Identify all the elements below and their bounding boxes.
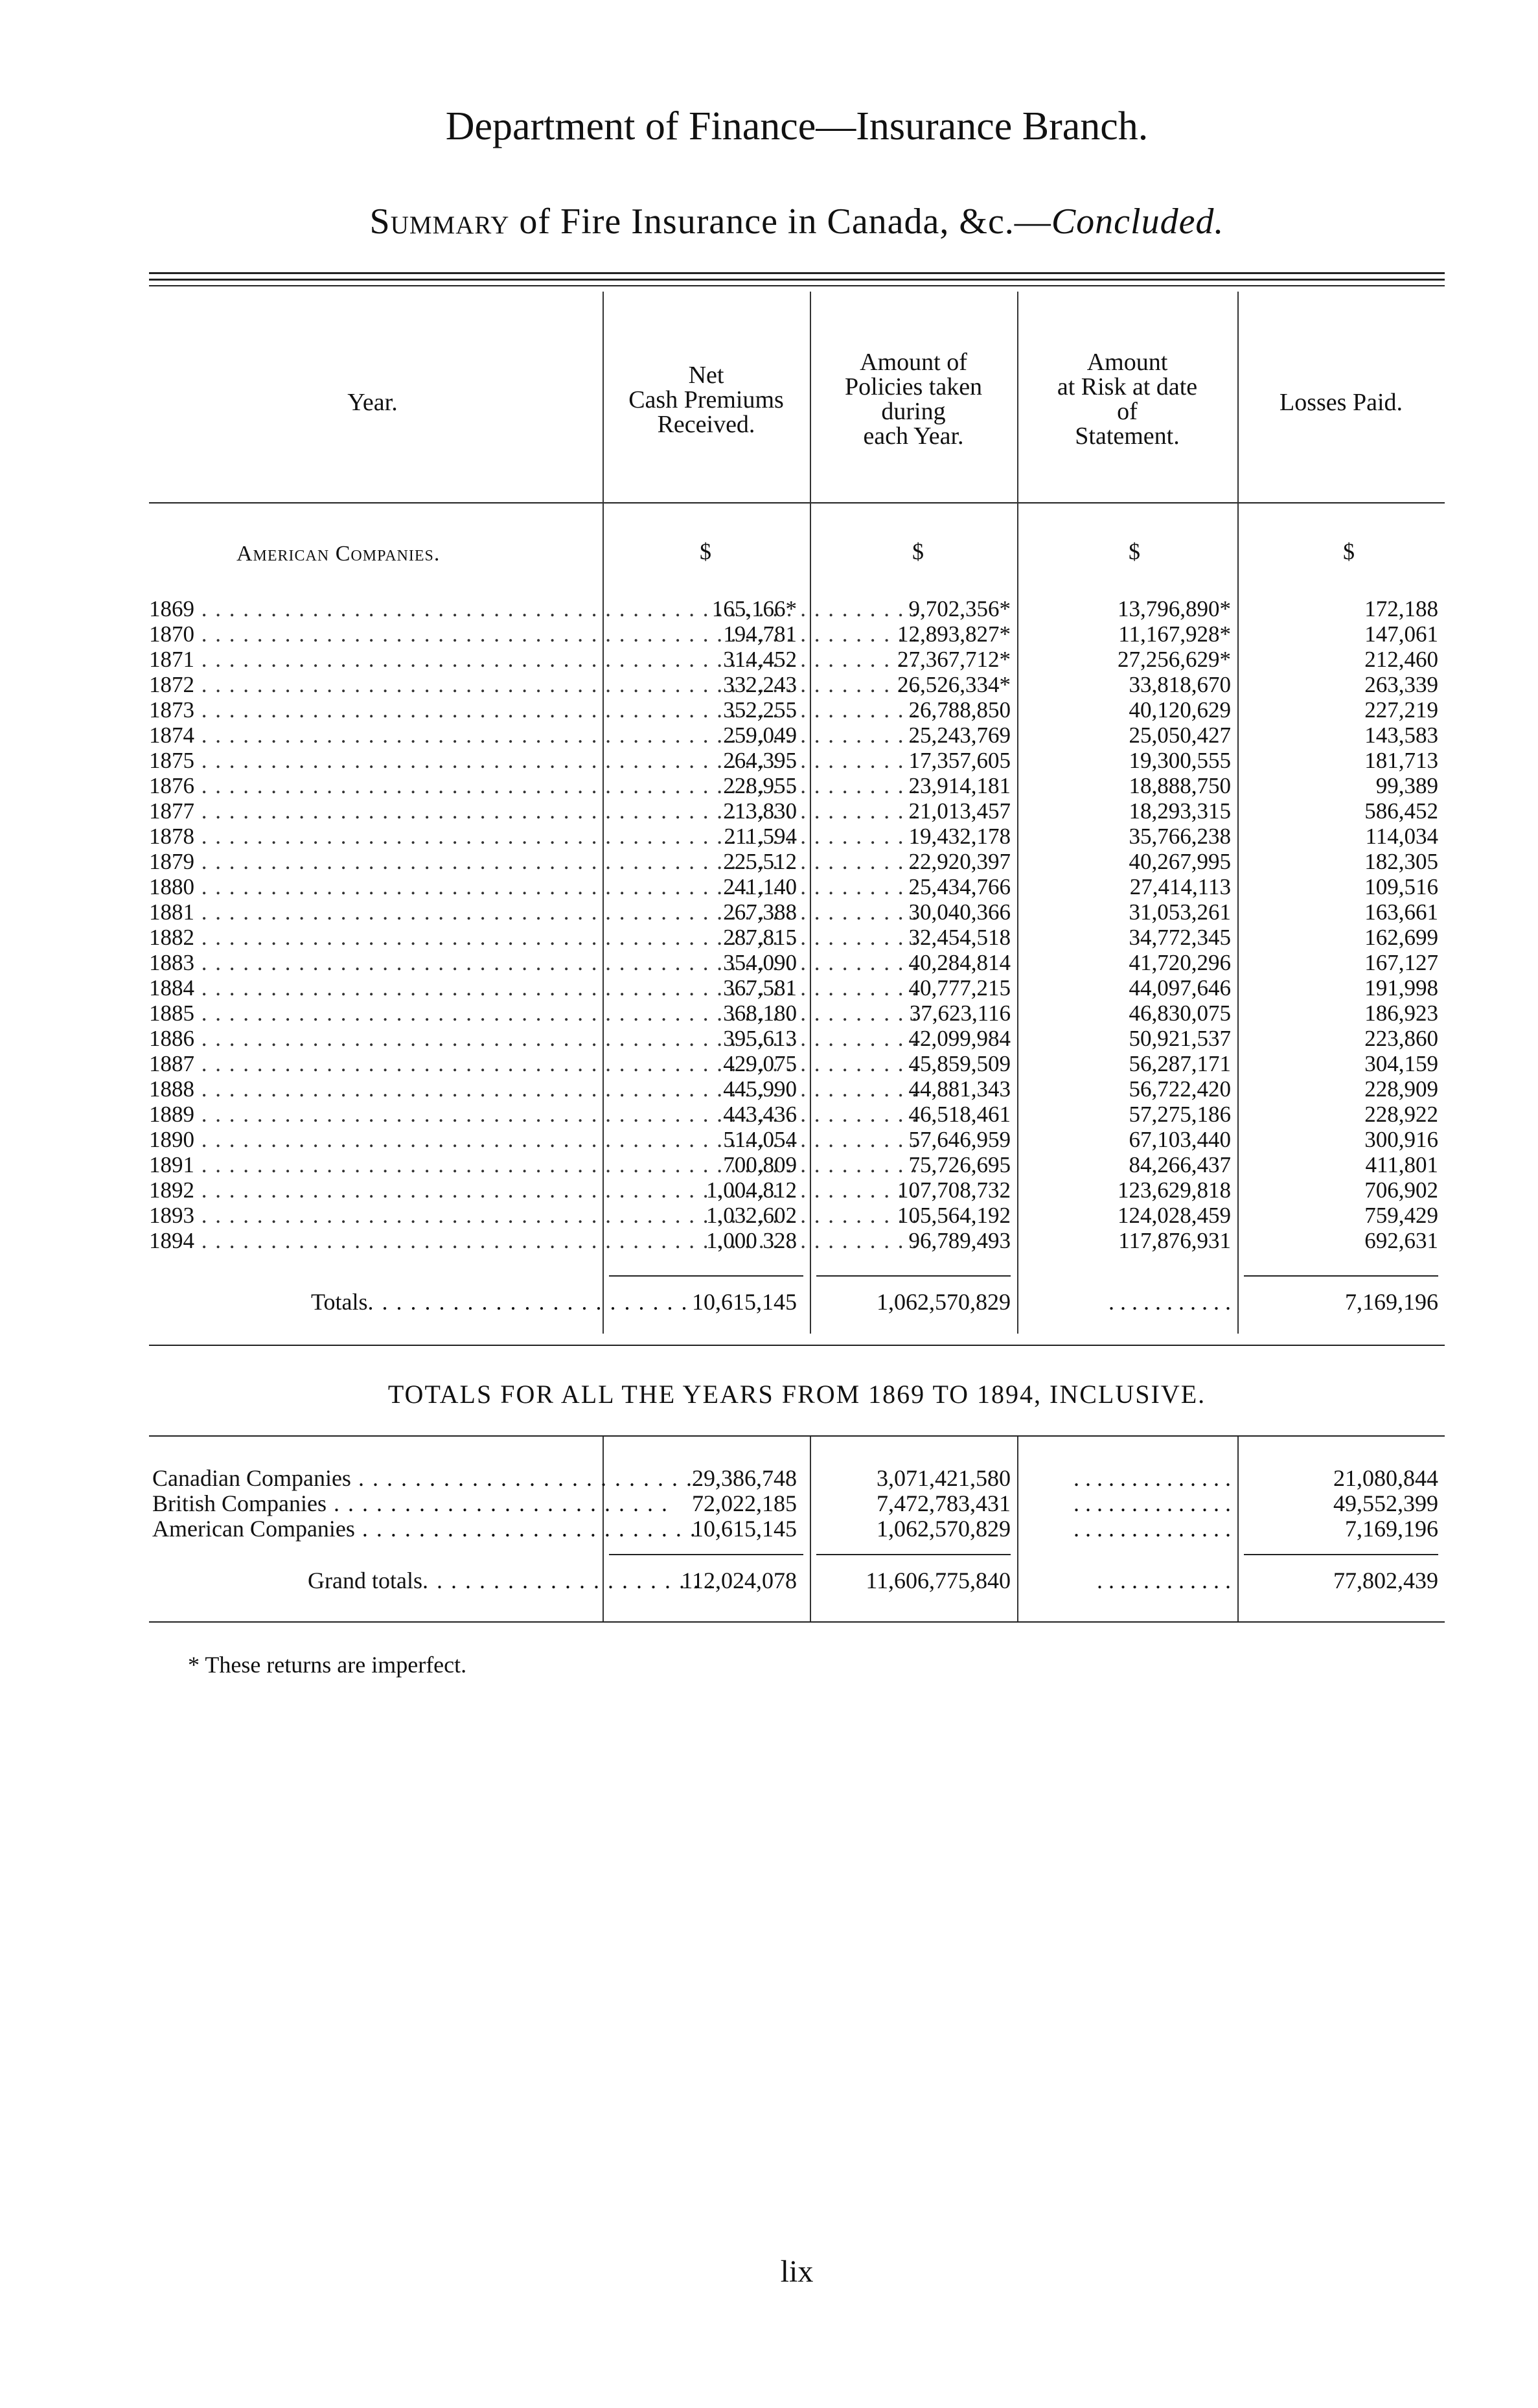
row-risk: 123,629,818 [1118, 1177, 1231, 1203]
row-policies: 9,702,356* [908, 596, 1011, 621]
row-risk: 31,053,261 [1129, 899, 1231, 925]
row-policies: 32,454,518 [908, 925, 1011, 950]
currency-sign: $ [1343, 538, 1355, 564]
header-policies-line: each Year. [863, 423, 964, 450]
table-row [149, 773, 1445, 798]
row-policies: 21,013,457 [908, 798, 1011, 824]
row-risk: 124,028,459 [1118, 1203, 1231, 1228]
section-rule [149, 1345, 1445, 1346]
grand-rule [816, 1554, 1011, 1555]
row-premiums: 241,140 [723, 874, 797, 899]
totals-rule [816, 1275, 1011, 1277]
row-losses: 172,188 [1364, 596, 1438, 621]
row-premiums: 225,512 [723, 849, 797, 874]
header-premiums-line: Net [688, 362, 724, 389]
company-policies: 1,062,570,829 [877, 1516, 1011, 1542]
totals-premiums: 10,615,145 [692, 1289, 797, 1315]
totals-label [311, 1289, 689, 1315]
row-losses: 143,583 [1364, 723, 1438, 748]
row-losses: 99,389 [1375, 773, 1438, 798]
row-risk: 117,876,931 [1118, 1228, 1231, 1253]
section-label-american: American Companies. [236, 542, 441, 566]
row-premiums: 443,436 [723, 1102, 797, 1127]
row-year: 1891 . . . [149, 1152, 596, 1177]
table-row [149, 1127, 1445, 1152]
header-losses-label: Losses Paid. [1280, 389, 1403, 416]
table-row [149, 1203, 1445, 1228]
row-losses: 304,159 [1364, 1051, 1438, 1076]
grand-rule [1244, 1554, 1438, 1555]
table-row [149, 899, 1445, 925]
row-risk: 40,267,995 [1129, 849, 1231, 874]
row-risk: 44,097,646 [1129, 975, 1231, 1001]
row-risk: 56,722,420 [1129, 1076, 1231, 1102]
row-year: 1882 . . . [149, 925, 596, 950]
table-row [149, 950, 1445, 975]
row-losses: 167,127 [1364, 950, 1438, 975]
row-risk: 57,275,186 [1129, 1102, 1231, 1127]
row-losses: 186,923 [1364, 1001, 1438, 1026]
company-policies: 3,071,421,580 [877, 1465, 1011, 1491]
row-premiums: 352,255 [723, 697, 797, 723]
table-row [149, 621, 1445, 647]
row-year: 1872 . . . [149, 672, 596, 697]
header-risk-line: at Risk at date [1057, 373, 1198, 400]
row-policies: 96,789,493 [908, 1228, 1011, 1253]
totals-rule [609, 1275, 803, 1277]
row-premiums: 429,075 [723, 1051, 797, 1076]
header-policies-line: Policies taken [844, 373, 983, 400]
row-losses: 163,661 [1364, 899, 1438, 925]
grand-premiums: 112,024,078 [681, 1568, 797, 1593]
table-row [149, 874, 1445, 899]
row-policies: 26,788,850 [908, 697, 1011, 723]
top-rule-2 [149, 279, 1445, 281]
row-premiums: 1,004,812 [706, 1177, 797, 1203]
row-losses: 109,516 [1364, 874, 1438, 899]
grand-risk: . . . . . . . . . . . . [1097, 1568, 1231, 1593]
header-policies [810, 350, 1017, 448]
company-losses: 49,552,399 [1333, 1490, 1438, 1516]
table-row [149, 1177, 1445, 1203]
row-losses: 162,699 [1364, 925, 1438, 950]
row-premiums: 267,388 [723, 899, 797, 925]
row-risk: 56,287,171 [1129, 1051, 1231, 1076]
table-row [149, 1076, 1445, 1102]
row-premiums: 259,049 [723, 723, 797, 748]
row-losses: 212,460 [1364, 647, 1438, 672]
row-losses: 228,909 [1364, 1076, 1438, 1102]
totals-rule [1244, 1275, 1438, 1277]
header-premiums [603, 363, 810, 437]
grand-rule [609, 1554, 803, 1555]
subtitle-text: of Fire Insurance in Canada, &c.— [519, 202, 1051, 242]
row-policies: 45,859,509 [908, 1051, 1011, 1076]
row-policies: 25,243,769 [908, 723, 1011, 748]
company-losses: 21,080,844 [1333, 1465, 1438, 1491]
top-rule-3 [149, 285, 1445, 286]
header-year-label: Year. [347, 389, 398, 416]
row-year: 1876 . . . [149, 773, 596, 798]
row-losses: 706,902 [1364, 1177, 1438, 1203]
company-losses: 7,169,196 [1345, 1516, 1438, 1542]
row-premiums: 314,452 [723, 647, 797, 672]
row-losses: 228,922 [1364, 1102, 1438, 1127]
row-policies: 105,564,192 [897, 1203, 1011, 1228]
header-year [149, 390, 596, 415]
company-premiums: 10,615,145 [692, 1516, 797, 1542]
row-premiums: 194,781 [723, 621, 797, 647]
currency-sign: $ [1129, 538, 1140, 564]
row-risk: 11,167,928* [1118, 621, 1231, 647]
leader-dots: . . . . . . . . . . . . . . . . . . . . . [422, 1568, 715, 1593]
row-premiums: 445,990 [723, 1076, 797, 1102]
header-policies-line: Amount of [860, 349, 967, 376]
row-losses: 227,219 [1364, 697, 1438, 723]
row-risk: 46,830,075 [1129, 1001, 1231, 1026]
grand-losses: 77,802,439 [1333, 1568, 1438, 1593]
table-row [149, 596, 1445, 621]
currency-sign: $ [912, 538, 924, 564]
totals-label-text: Totals [311, 1289, 368, 1315]
row-losses: 223,860 [1364, 1026, 1438, 1051]
page-title: Department of Finance—Insurance Branch. [445, 104, 1149, 148]
row-year: 1884 . . . [149, 975, 596, 1001]
company-label [152, 1465, 693, 1491]
row-risk: 27,414,113 [1129, 874, 1231, 899]
row-losses: 692,631 [1364, 1228, 1438, 1253]
row-policies: 25,434,766 [908, 874, 1011, 899]
row-policies: 17,357,605 [908, 748, 1011, 773]
row-year: 1878 . . . [149, 824, 596, 849]
header-premiums-line: Cash Premiums [628, 386, 784, 413]
row-policies: 37,623,116 [909, 1001, 1011, 1026]
table-row [149, 824, 1445, 849]
row-losses: 300,916 [1364, 1127, 1438, 1152]
row-policies: 22,920,397 [908, 849, 1011, 874]
row-risk: 67,103,440 [1129, 1127, 1231, 1152]
row-premiums: 228,955 [723, 773, 797, 798]
company-risk: . . . . . . . . . . . . . . [1073, 1516, 1231, 1542]
table-row [149, 1026, 1445, 1051]
header-risk-line: of [1117, 398, 1138, 425]
grand-totals-label [308, 1568, 715, 1593]
row-losses: 586,452 [1364, 798, 1438, 824]
row-year: 1893 . . . [149, 1203, 596, 1228]
table-row [149, 975, 1445, 1001]
document-page [149, 0, 1445, 2408]
row-year: 1888 . . . [149, 1076, 596, 1102]
header-losses [1237, 390, 1445, 415]
row-year: 1887 . . . [149, 1051, 596, 1076]
row-policies: 26,526,334* [897, 672, 1011, 697]
row-premiums: 395,613 [723, 1026, 797, 1051]
row-risk: 35,766,238 [1129, 824, 1231, 849]
row-year: 1894 . . . [149, 1228, 596, 1253]
table-row [149, 798, 1445, 824]
row-year: 1881 . . . [149, 899, 596, 925]
totals-losses: 7,169,196 [1345, 1289, 1438, 1315]
header-rule [149, 502, 1445, 504]
row-policies: 19,432,178 [908, 824, 1011, 849]
row-premiums: 367,581 [723, 975, 797, 1001]
row-premiums: 287,815 [723, 925, 797, 950]
section-title-rule [149, 1435, 1445, 1437]
header-policies-line: during [881, 398, 946, 425]
grand-totals-row [149, 1568, 1445, 1593]
row-losses: 411,801 [1365, 1152, 1438, 1177]
row-premiums: 1,000 328 [706, 1228, 797, 1253]
row-year: 1892 . . . [149, 1177, 596, 1203]
row-year: 1889 . . . [149, 1102, 596, 1127]
subtitle-caps: Summary [369, 202, 510, 242]
table-row [149, 1152, 1445, 1177]
header-risk [1017, 350, 1237, 448]
table-row [149, 849, 1445, 874]
header-risk-line: Statement. [1075, 423, 1180, 450]
row-losses: 759,429 [1364, 1203, 1438, 1228]
table-row [149, 1001, 1445, 1026]
company-label-text: British Companies [152, 1490, 327, 1516]
company-row [149, 1466, 1445, 1491]
row-year: 1869 . . . [149, 596, 596, 621]
grand-totals-label-text: Grand totals [308, 1568, 422, 1593]
row-risk: 18,293,315 [1129, 798, 1231, 824]
totals-policies: 1,062,570,829 [877, 1289, 1011, 1315]
row-risk: 40,120,629 [1129, 697, 1231, 723]
row-year: 1875 . . . [149, 748, 596, 773]
leader-dots: . . . . . . . . . . . . . . . . . . . . . . . [367, 1289, 689, 1315]
row-premiums: 165,166* [711, 596, 797, 621]
row-year: 1874 . . . [149, 723, 596, 748]
bottom-rule [149, 1621, 1445, 1623]
footnote: * These returns are imperfect. [188, 1652, 467, 1678]
grand-policies: 11,606,775,840 [866, 1568, 1011, 1593]
page-number: lix [780, 2254, 814, 2289]
row-losses: 263,339 [1364, 672, 1438, 697]
row-policies: 57,646,959 [908, 1127, 1011, 1152]
row-policies: 75,726,695 [908, 1152, 1011, 1177]
header-premiums-line: Received. [657, 411, 755, 438]
row-premiums: 332,243 [723, 672, 797, 697]
row-policies: 27,367,712* [897, 647, 1011, 672]
row-policies: 44,881,343 [908, 1076, 1011, 1102]
row-premiums: 514,054 [723, 1127, 797, 1152]
row-policies: 107,708,732 [897, 1177, 1011, 1203]
row-year: 1873 . . . [149, 697, 596, 723]
company-policies: 7,472,783,431 [877, 1490, 1011, 1516]
header-risk-line: Amount [1086, 349, 1168, 376]
row-risk: 27,256,629* [1118, 647, 1231, 672]
row-losses: 191,998 [1364, 975, 1438, 1001]
table-row [149, 748, 1445, 773]
row-risk: 41,720,296 [1129, 950, 1231, 975]
row-policies: 40,777,215 [908, 975, 1011, 1001]
row-risk: 33,818,670 [1129, 672, 1231, 697]
row-losses: 114,034 [1365, 824, 1438, 849]
row-risk: 50,921,537 [1129, 1026, 1231, 1051]
row-year: 1879 . . . [149, 849, 596, 874]
row-premiums: 1,032,602 [706, 1203, 797, 1228]
row-year: 1871 . . . [149, 647, 596, 672]
table-row [149, 1228, 1445, 1253]
row-premiums: 213,830 [723, 798, 797, 824]
all-years-title: TOTALS FOR ALL THE YEARS FROM 1869 TO 1894, INCLUSIVE. [387, 1380, 1206, 1409]
company-row [149, 1516, 1445, 1542]
table-row [149, 1102, 1445, 1127]
row-year: 1886 . . . [149, 1026, 596, 1051]
page-subtitle [149, 201, 1445, 242]
company-label-text: American Companies [152, 1516, 355, 1542]
row-losses: 147,061 [1364, 621, 1438, 647]
company-label [152, 1516, 697, 1542]
row-risk: 19,300,555 [1129, 748, 1231, 773]
row-year: 1870 . . . [149, 621, 596, 647]
row-policies: 46,518,461 [908, 1102, 1011, 1127]
row-policies: 40,284,814 [908, 950, 1011, 975]
company-label-text: Canadian Companies [152, 1465, 351, 1491]
row-policies: 12,893,827* [897, 621, 1011, 647]
row-risk: 25,050,427 [1129, 723, 1231, 748]
totals-risk: . . . . . . . . . . . [1108, 1289, 1231, 1315]
subtitle-italic: Concluded. [1051, 202, 1224, 242]
table-row [149, 925, 1445, 950]
row-premiums: 354,090 [723, 950, 797, 975]
row-policies: 30,040,366 [908, 899, 1011, 925]
row-premiums: 368,180 [723, 1001, 797, 1026]
top-rule-1 [149, 272, 1445, 274]
currency-sign: $ [700, 538, 711, 564]
company-row [149, 1491, 1445, 1516]
row-risk: 13,796,890* [1118, 596, 1231, 621]
table-row [149, 672, 1445, 697]
row-losses: 182,305 [1364, 849, 1438, 874]
row-premiums: 264,395 [723, 748, 797, 773]
company-risk: . . . . . . . . . . . . . . [1073, 1465, 1231, 1491]
table-row [149, 723, 1445, 748]
row-policies: 23,914,181 [908, 773, 1011, 798]
company-risk: . . . . . . . . . . . . . . [1073, 1490, 1231, 1516]
leader-dots: . . . . . . . . . . . . . . . . . . . . . . . . [354, 1516, 697, 1542]
row-year: 1890 . . . [149, 1127, 596, 1152]
row-year: 1877 . . . [149, 798, 596, 824]
leader-dots: . . . . . . . . . . . . . . . . . . . . . . . . [327, 1490, 669, 1516]
leader-dots: . . . . . . . . . . . . . . . . . . . . . . . . [350, 1465, 693, 1491]
row-year: 1885 . . . [149, 1001, 596, 1026]
company-premiums: 72,022,185 [692, 1490, 797, 1516]
table-row [149, 697, 1445, 723]
row-premiums: 211,594 [724, 824, 797, 849]
row-losses: 181,713 [1364, 748, 1438, 773]
row-premiums: 700,809 [723, 1152, 797, 1177]
table-row [149, 1051, 1445, 1076]
company-premiums: 29,386,748 [692, 1465, 797, 1491]
totals-row [149, 1290, 1445, 1315]
row-risk: 34,772,345 [1129, 925, 1231, 950]
row-risk: 18,888,750 [1129, 773, 1231, 798]
row-policies: 42,099,984 [908, 1026, 1011, 1051]
company-label [152, 1490, 669, 1516]
row-risk: 84,266,437 [1129, 1152, 1231, 1177]
row-year: 1880 . . . [149, 874, 596, 899]
table-row [149, 647, 1445, 672]
row-year: 1883 . . . [149, 950, 596, 975]
